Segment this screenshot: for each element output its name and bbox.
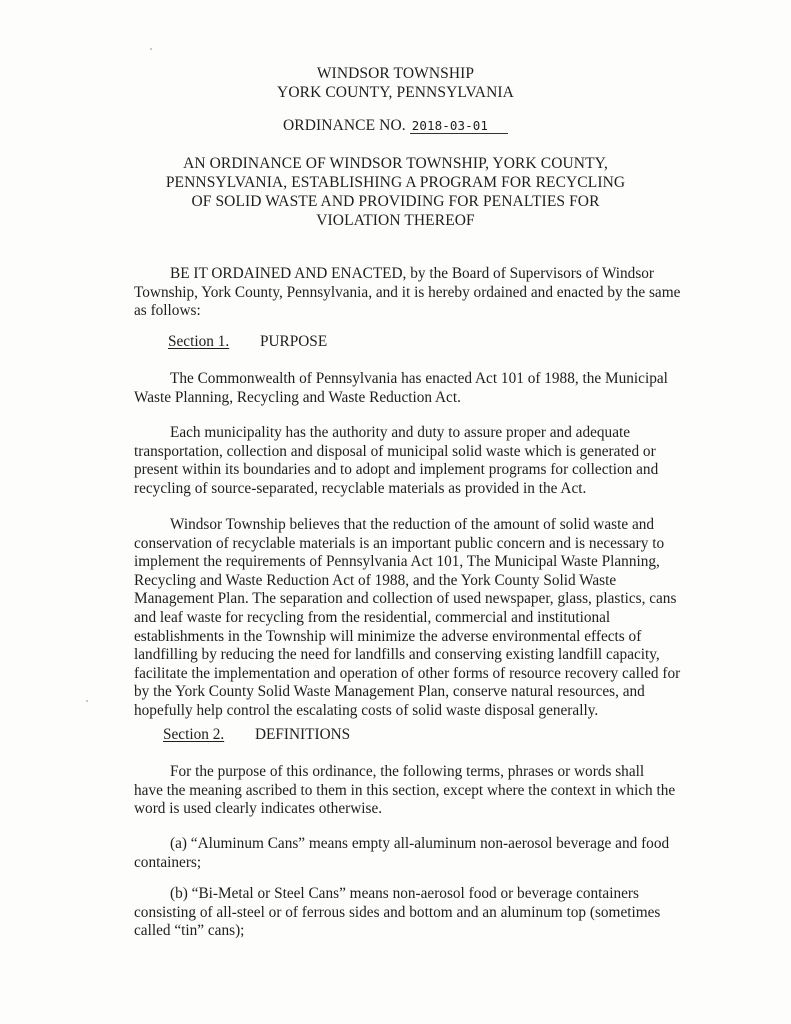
text-line: conservation of recyclable materials is an important public concern and is necessary to [134,534,665,552]
text-line: Waste Planning, Recycling and Waste Reduction Act. [134,388,461,406]
text-line: BE IT ORDAINED AND ENACTED, by the Board of Supervisors of Windsor [170,265,655,282]
text-line: landfilling by reducing the need for landfills and conserving existing landfill capacity, [134,646,660,664]
text-line: have the meaning ascribed to them in this section, except where the context in which the [134,781,676,799]
text-line: transportation, collection and disposal of municipal solid waste which is generated or [134,442,656,460]
text-line: (b) “Bi-Metal or Steel Cans” means non-aerosol food or beverage containers [170,885,639,902]
section-2-paragraph [134,763,674,819]
section-number: Section 2. [163,726,225,743]
definition-item [134,885,674,941]
section-title: DEFINITIONS [255,726,351,743]
text-line: recycling of source-separated, recyclable materials as provided in the Act. [134,479,587,497]
section-title: PURPOSE [260,333,328,350]
text-line: word is used clearly indicates otherwise. [134,800,383,818]
text-line: present within its boundaries and to adopt and implement programs for collection and [134,461,659,479]
section-number: Section 1. [168,333,230,350]
text-line: For the purpose of this ordinance, the following terms, phrases or words shall [170,763,645,780]
preamble-paragraph [134,265,681,321]
section-2-heading [163,725,351,744]
section-1-heading [168,332,328,351]
text-line: Recycling and Waste Reduction Act of 1988, and the York County Solid Waste [134,571,617,589]
text-line: as follows: [134,302,201,320]
text-line: (a) “Aluminum Cans” means empty all-aluminum non-aerosol beverage and food [170,835,670,852]
ordinance-number-line [0,116,791,135]
ordinance-title-line: OF SOLID WASTE AND PROVIDING FOR PENALTIES FOR [191,193,600,210]
ordinance-number: 2018-03-01 [410,118,508,134]
text-line: implement the requirements of Pennsylvania Act 101, The Municipal Waste Planning, [134,553,660,571]
text-line: Windsor Township believes that the reduction of the amount of solid waste and [170,516,655,533]
text-line: containers; [134,853,202,871]
section-1-paragraph [134,516,681,721]
text-line: Township, York County, Pennsylvania, and it is hereby ordained and enacted by the same [134,283,681,301]
county-name: YORK COUNTY, PENNSYLVANIA [277,84,514,101]
text-line: facilitate the implementation and operation of other forms of resource recovery called for [134,664,681,682]
ordinance-label: ORDINANCE NO. [283,117,406,134]
scan-speck [86,700,88,702]
text-line: Each municipality has the authority and duty to assure proper and adequate [170,424,631,441]
text-line: The Commonwealth of Pennsylvania has enacted Act 101 of 1988, the Municipal [170,370,668,387]
text-line: Management Plan. The separation and collection of used newspaper, glass, plastics, cans [134,590,677,608]
text-line: and leaf waste for recycling from the residential, commercial and institutional [134,608,611,626]
section-1-paragraph [134,370,674,407]
township-name: WINDSOR TOWNSHIP [316,65,475,82]
section-1-paragraph [134,424,674,498]
text-line: establishments in the Township will minimize the adverse environmental effects of [134,627,642,645]
scan-speck [150,48,152,50]
definition-item [134,835,674,872]
ordinance-title-line: VIOLATION THEREOF [316,212,475,229]
text-line: hopefully help control the escalating costs of solid waste disposal generally. [134,701,599,719]
text-line: called “tin” cans); [134,922,245,940]
ordinance-title-line: AN ORDINANCE OF WINDSOR TOWNSHIP, YORK COUNTY, [183,155,608,172]
text-line: consisting of all-steel or of ferrous sides and bottom and an aluminum top (sometimes [134,903,661,921]
text-line: by the York County Solid Waste Management Plan, conserve natural resources, and [134,683,645,701]
ordinance-title-line: PENNSYLVANIA, ESTABLISHING A PROGRAM FOR RECYCLING [165,174,626,191]
